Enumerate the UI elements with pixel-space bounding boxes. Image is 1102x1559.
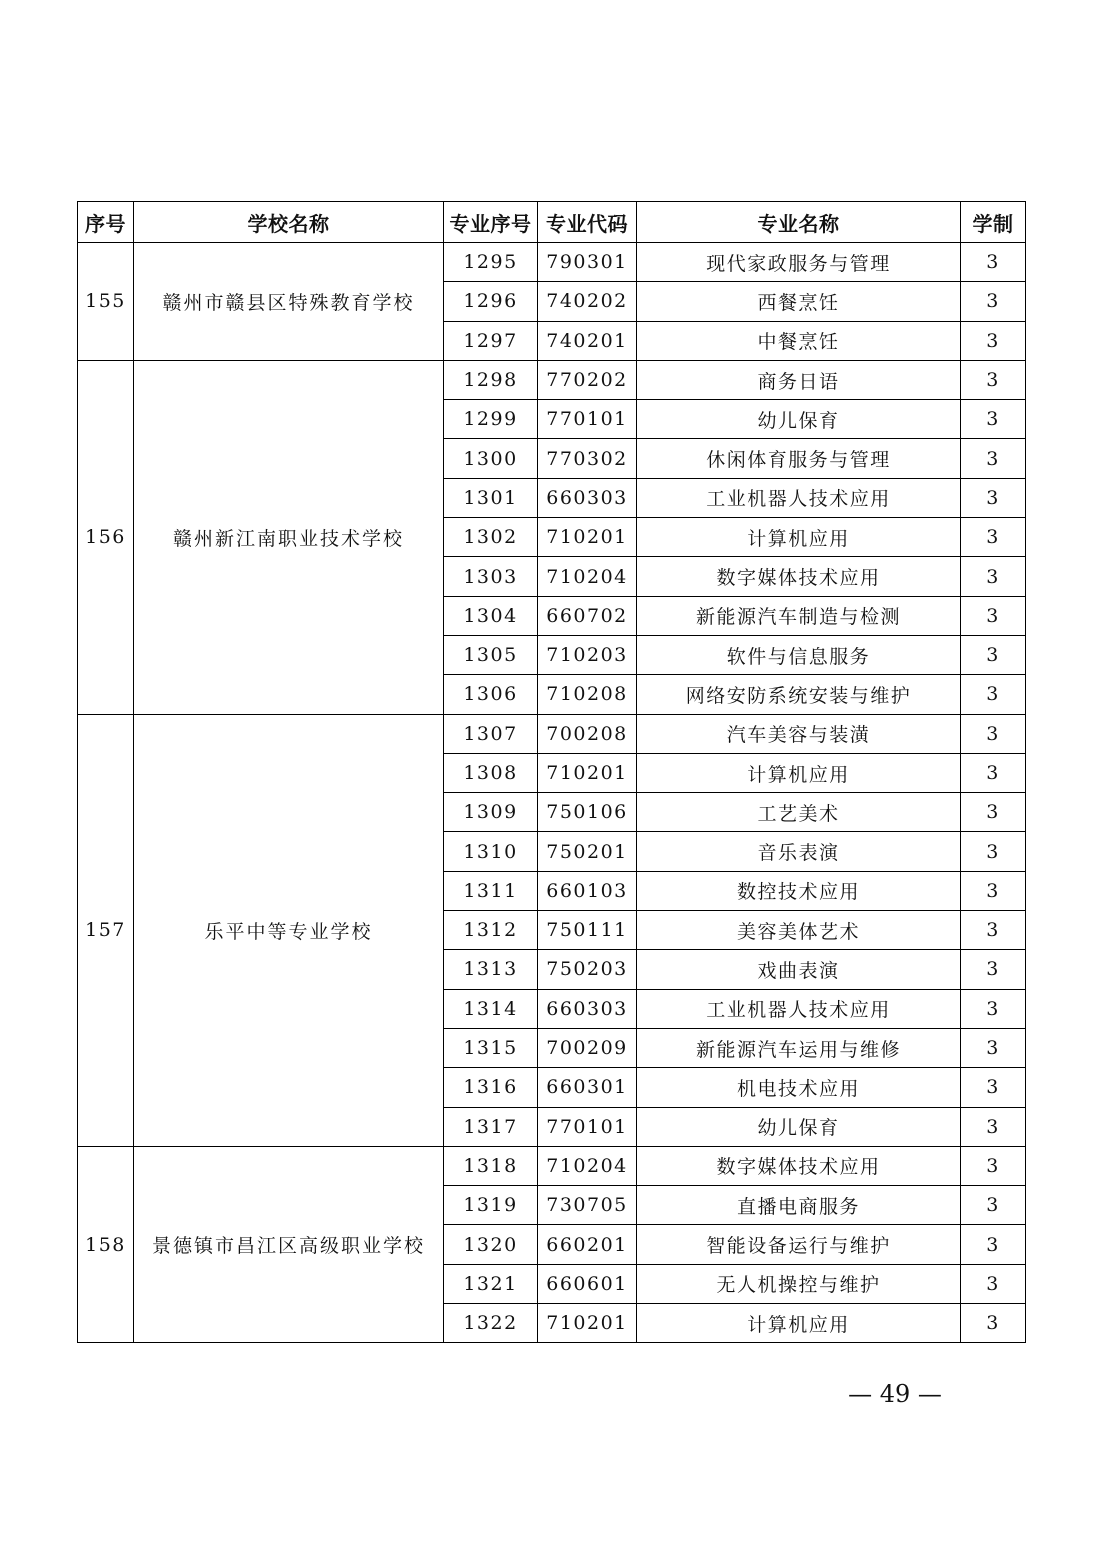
major-seq-cell: 1309 bbox=[444, 793, 538, 832]
school-name-cell: 乐平中等专业学校 bbox=[134, 714, 444, 1146]
major-code-cell: 790301 bbox=[538, 243, 637, 282]
duration-cell: 3 bbox=[961, 282, 1026, 321]
major-seq-cell: 1301 bbox=[444, 478, 538, 517]
major-seq-cell: 1313 bbox=[444, 950, 538, 989]
major-seq-cell: 1319 bbox=[444, 1186, 538, 1225]
major-name-cell: 机电技术应用 bbox=[637, 1068, 961, 1107]
major-name-cell: 计算机应用 bbox=[637, 518, 961, 557]
major-name-cell: 幼儿保育 bbox=[637, 1107, 961, 1146]
school-seq-cell: 157 bbox=[78, 714, 134, 1146]
major-seq-cell: 1300 bbox=[444, 439, 538, 478]
majors-table bbox=[77, 201, 1026, 1343]
header-row bbox=[78, 202, 1026, 243]
major-code-cell: 700209 bbox=[538, 1028, 637, 1067]
header-major-code: 专业代码 bbox=[538, 202, 637, 243]
duration-cell: 3 bbox=[961, 596, 1026, 635]
duration-cell: 3 bbox=[961, 1146, 1026, 1185]
school-name-cell: 赣州市赣县区特殊教育学校 bbox=[134, 243, 444, 361]
major-seq-cell: 1320 bbox=[444, 1225, 538, 1264]
major-name-cell: 工业机器人技术应用 bbox=[637, 989, 961, 1028]
major-seq-cell: 1306 bbox=[444, 675, 538, 714]
duration-cell: 3 bbox=[961, 753, 1026, 792]
major-seq-cell: 1296 bbox=[444, 282, 538, 321]
major-code-cell: 770202 bbox=[538, 360, 637, 399]
major-code-cell: 710201 bbox=[538, 1304, 637, 1343]
major-name-cell: 网络安防系统安装与维护 bbox=[637, 675, 961, 714]
major-name-cell: 无人机操控与维护 bbox=[637, 1264, 961, 1303]
major-name-cell: 计算机应用 bbox=[637, 753, 961, 792]
header-major-seq: 专业序号 bbox=[444, 202, 538, 243]
school-seq-cell: 156 bbox=[78, 360, 134, 714]
major-code-cell: 710204 bbox=[538, 1146, 637, 1185]
duration-cell: 3 bbox=[961, 635, 1026, 674]
major-name-cell: 工业机器人技术应用 bbox=[637, 478, 961, 517]
page-number: — 49 — bbox=[848, 1380, 942, 1408]
duration-cell: 3 bbox=[961, 518, 1026, 557]
major-seq-cell: 1299 bbox=[444, 400, 538, 439]
major-seq-cell: 1305 bbox=[444, 635, 538, 674]
duration-cell: 3 bbox=[961, 1068, 1026, 1107]
major-code-cell: 750111 bbox=[538, 911, 637, 950]
major-code-cell: 750201 bbox=[538, 832, 637, 871]
major-code-cell: 770302 bbox=[538, 439, 637, 478]
major-name-cell: 商务日语 bbox=[637, 360, 961, 399]
major-seq-cell: 1317 bbox=[444, 1107, 538, 1146]
duration-cell: 3 bbox=[961, 478, 1026, 517]
major-code-cell: 660301 bbox=[538, 1068, 637, 1107]
major-seq-cell: 1310 bbox=[444, 832, 538, 871]
major-name-cell: 数字媒体技术应用 bbox=[637, 557, 961, 596]
major-code-cell: 750203 bbox=[538, 950, 637, 989]
major-seq-cell: 1304 bbox=[444, 596, 538, 635]
major-code-cell: 740202 bbox=[538, 282, 637, 321]
duration-cell: 3 bbox=[961, 360, 1026, 399]
major-name-cell: 工艺美术 bbox=[637, 793, 961, 832]
major-seq-cell: 1298 bbox=[444, 360, 538, 399]
major-name-cell: 现代家政服务与管理 bbox=[637, 243, 961, 282]
major-code-cell: 660201 bbox=[538, 1225, 637, 1264]
school-seq-cell: 158 bbox=[78, 1146, 134, 1342]
major-seq-cell: 1311 bbox=[444, 871, 538, 910]
major-name-cell: 汽车美容与装潢 bbox=[637, 714, 961, 753]
major-seq-cell: 1312 bbox=[444, 911, 538, 950]
table-row bbox=[78, 714, 1026, 753]
table-row bbox=[78, 243, 1026, 282]
major-code-cell: 730705 bbox=[538, 1186, 637, 1225]
major-code-cell: 750106 bbox=[538, 793, 637, 832]
duration-cell: 3 bbox=[961, 557, 1026, 596]
duration-cell: 3 bbox=[961, 871, 1026, 910]
duration-cell: 3 bbox=[961, 1304, 1026, 1343]
major-name-cell: 幼儿保育 bbox=[637, 400, 961, 439]
major-seq-cell: 1295 bbox=[444, 243, 538, 282]
table-row bbox=[78, 360, 1026, 399]
header-seq: 序号 bbox=[78, 202, 134, 243]
school-name-cell: 赣州新江南职业技术学校 bbox=[134, 360, 444, 714]
major-code-cell: 660702 bbox=[538, 596, 637, 635]
major-name-cell: 软件与信息服务 bbox=[637, 635, 961, 674]
duration-cell: 3 bbox=[961, 1264, 1026, 1303]
major-seq-cell: 1297 bbox=[444, 321, 538, 360]
duration-cell: 3 bbox=[961, 714, 1026, 753]
duration-cell: 3 bbox=[961, 321, 1026, 360]
major-name-cell: 新能源汽车运用与维修 bbox=[637, 1028, 961, 1067]
major-code-cell: 710201 bbox=[538, 753, 637, 792]
duration-cell: 3 bbox=[961, 1107, 1026, 1146]
major-name-cell: 中餐烹饪 bbox=[637, 321, 961, 360]
major-code-cell: 710201 bbox=[538, 518, 637, 557]
major-code-cell: 700208 bbox=[538, 714, 637, 753]
major-name-cell: 数字媒体技术应用 bbox=[637, 1146, 961, 1185]
major-name-cell: 戏曲表演 bbox=[637, 950, 961, 989]
major-name-cell: 直播电商服务 bbox=[637, 1186, 961, 1225]
major-seq-cell: 1308 bbox=[444, 753, 538, 792]
major-code-cell: 660303 bbox=[538, 478, 637, 517]
major-name-cell: 新能源汽车制造与检测 bbox=[637, 596, 961, 635]
duration-cell: 3 bbox=[961, 911, 1026, 950]
major-seq-cell: 1316 bbox=[444, 1068, 538, 1107]
major-seq-cell: 1318 bbox=[444, 1146, 538, 1185]
table-row bbox=[78, 1146, 1026, 1185]
duration-cell: 3 bbox=[961, 793, 1026, 832]
major-name-cell: 数控技术应用 bbox=[637, 871, 961, 910]
duration-cell: 3 bbox=[961, 950, 1026, 989]
major-name-cell: 西餐烹饪 bbox=[637, 282, 961, 321]
major-name-cell: 计算机应用 bbox=[637, 1304, 961, 1343]
major-code-cell: 660103 bbox=[538, 871, 637, 910]
major-seq-cell: 1307 bbox=[444, 714, 538, 753]
header-school-name: 学校名称 bbox=[134, 202, 444, 243]
major-code-cell: 710204 bbox=[538, 557, 637, 596]
header-duration: 学制 bbox=[961, 202, 1026, 243]
school-seq-cell: 155 bbox=[78, 243, 134, 361]
major-code-cell: 710203 bbox=[538, 635, 637, 674]
duration-cell: 3 bbox=[961, 243, 1026, 282]
major-code-cell: 770101 bbox=[538, 1107, 637, 1146]
table-body bbox=[78, 243, 1026, 1343]
duration-cell: 3 bbox=[961, 400, 1026, 439]
major-code-cell: 660303 bbox=[538, 989, 637, 1028]
duration-cell: 3 bbox=[961, 989, 1026, 1028]
major-name-cell: 美容美体艺术 bbox=[637, 911, 961, 950]
major-code-cell: 770101 bbox=[538, 400, 637, 439]
duration-cell: 3 bbox=[961, 1225, 1026, 1264]
duration-cell: 3 bbox=[961, 1186, 1026, 1225]
duration-cell: 3 bbox=[961, 832, 1026, 871]
major-seq-cell: 1315 bbox=[444, 1028, 538, 1067]
school-name-cell: 景德镇市昌江区高级职业学校 bbox=[134, 1146, 444, 1342]
major-seq-cell: 1303 bbox=[444, 557, 538, 596]
major-name-cell: 音乐表演 bbox=[637, 832, 961, 871]
major-seq-cell: 1302 bbox=[444, 518, 538, 557]
header-major-name: 专业名称 bbox=[637, 202, 961, 243]
major-seq-cell: 1321 bbox=[444, 1264, 538, 1303]
major-code-cell: 710208 bbox=[538, 675, 637, 714]
major-seq-cell: 1314 bbox=[444, 989, 538, 1028]
duration-cell: 3 bbox=[961, 1028, 1026, 1067]
major-name-cell: 休闲体育服务与管理 bbox=[637, 439, 961, 478]
major-code-cell: 660601 bbox=[538, 1264, 637, 1303]
major-seq-cell: 1322 bbox=[444, 1304, 538, 1343]
major-code-cell: 740201 bbox=[538, 321, 637, 360]
duration-cell: 3 bbox=[961, 675, 1026, 714]
duration-cell: 3 bbox=[961, 439, 1026, 478]
table-header bbox=[78, 202, 1026, 243]
major-name-cell: 智能设备运行与维护 bbox=[637, 1225, 961, 1264]
